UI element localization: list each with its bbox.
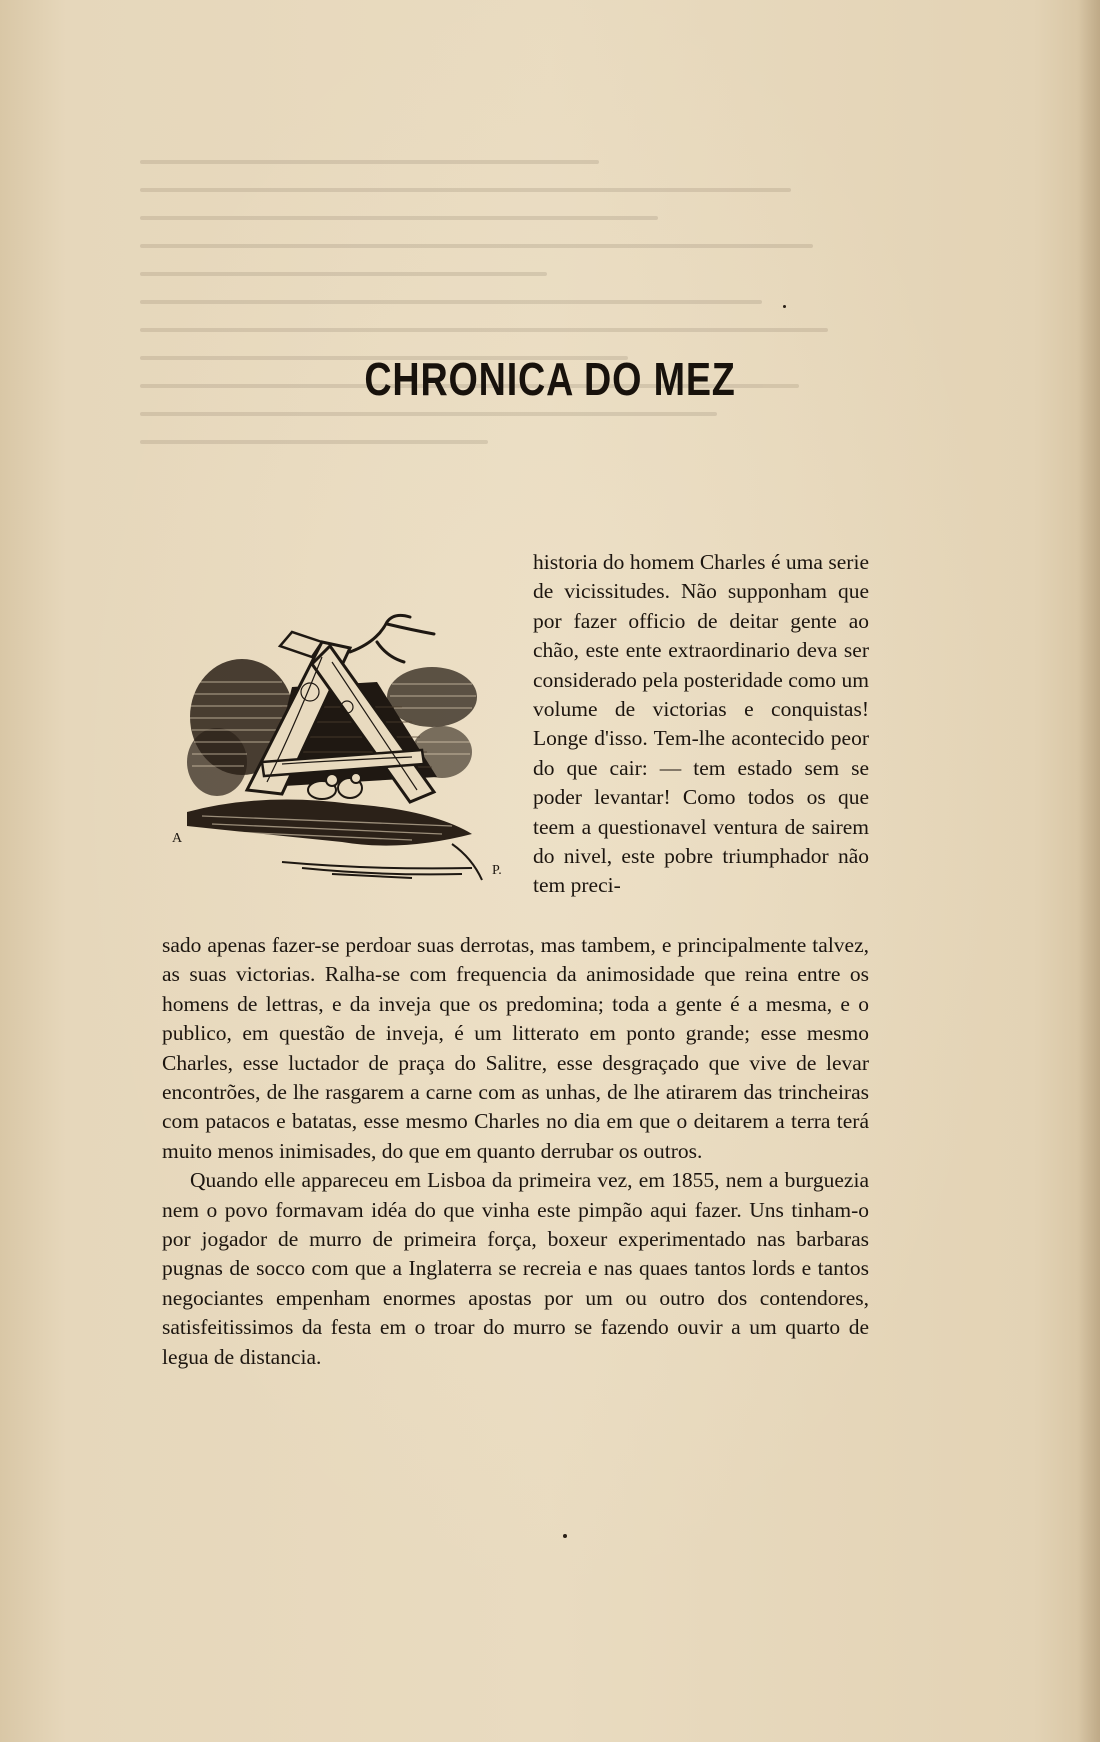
body-text-wide-column	[162, 931, 869, 1372]
page-edge-shadow	[1078, 0, 1100, 1742]
show-through-text	[140, 160, 880, 540]
vignette-signature-right: P.	[492, 863, 502, 878]
ink-speck	[563, 1534, 567, 1538]
paragraph-1-continuation: sado apenas fazer-se perdoar suas derrotas, mas tambem, e principalmente talvez, as suas victorias. Ralha-se com frequencia da animosidade que reina entre os homens de lettras, e da inveja que os predomina; toda a gente é a mesma, e o publico, em questão de inveja, é um litterato em ponto grande; esse mesmo Charles, esse luctador de praça do Salitre, esse desgraçado que vive de levar encontrões, de lhe rasgarem a carne com as unhas, de lhe atirarem das trincheiras com patacos e batatas, esse mesmo Charles no dia em que o deitarem a terra terá muito menos inimisades, do que em quanto derrubar os outros.	[162, 933, 869, 1163]
vignette-signature-left: A	[172, 831, 183, 846]
page-title: CHRONICA DO MEZ	[364, 353, 736, 405]
ornamental-initial-A-icon	[172, 612, 534, 912]
paragraph-2: Quando elle appareceu em Lisboa da primeira vez, em 1855, nem a burguezia nem o povo formavam idéa do que vinha este pimpão aqui fazer. Uns tinham-o por jogador de murro de primeira força, boxeur experimentado nas barbaras pugnas de socco com que a Inglaterra se recreia e nas quaes tantos lords e tantos negociantes empenham enormes apostas por um ou outro dos contendores, satisfeitissimos da festa em o troar do murro se fazendo ouvir a um quarto de legua de distancia.	[162, 1168, 869, 1369]
paragraph-1-narrow-column: historia do homem Charles é uma serie de vicissitudes. Não supponham que por fazer officio de deitar gente ao chão, este ente extraordinario deva ser considerado pela posteridade como um volume de victorias e conquistas! Longe d'isso. Tem-lhe acontecido peor do que cair: — tem estado sem se poder levantar! Como todos os que teem a questionavel ventura de sairem do nivel, este pobre triumphador não tem preci-	[533, 550, 869, 898]
ink-speck	[783, 305, 786, 308]
